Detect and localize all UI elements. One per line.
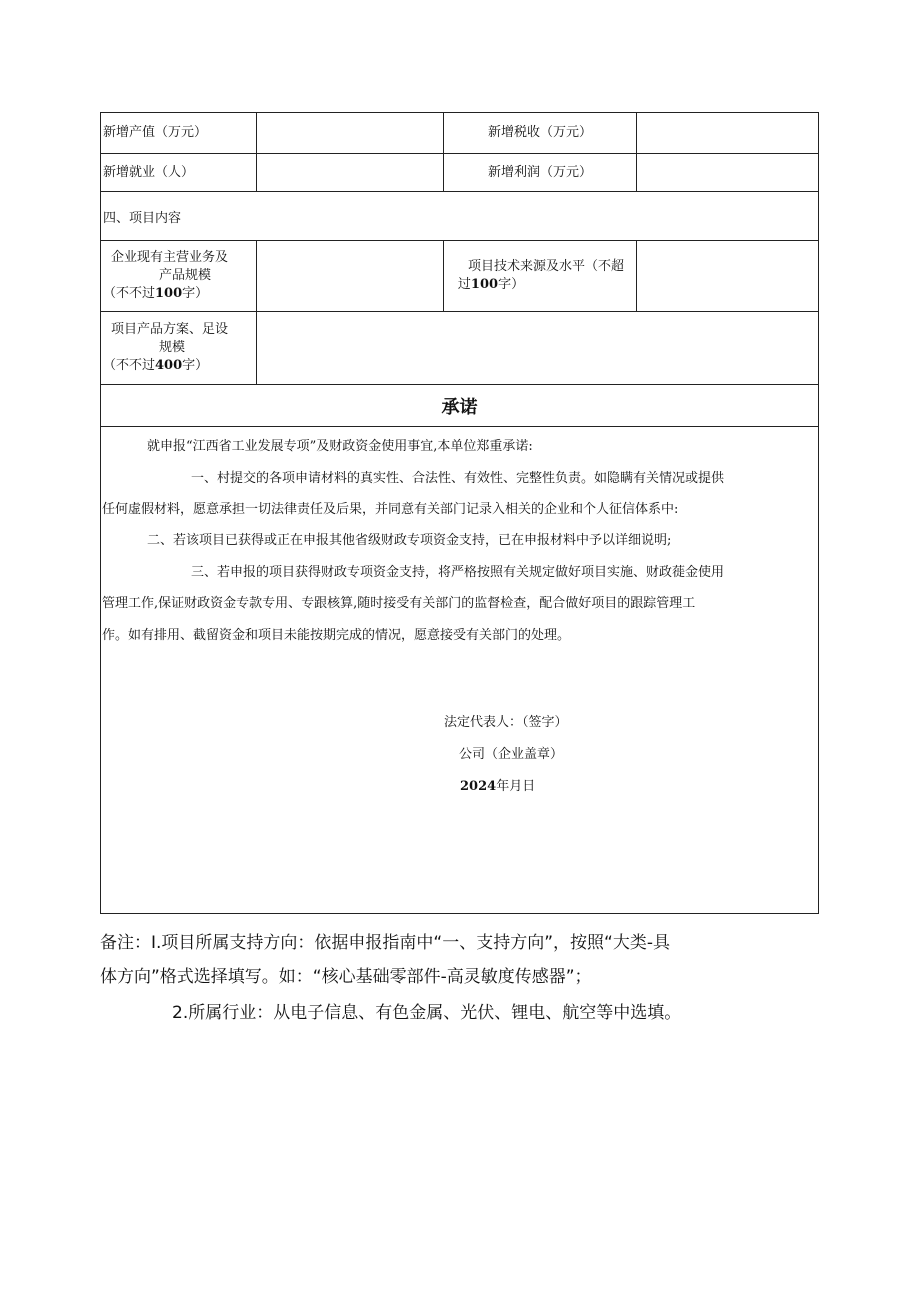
label-line: 项目技术来源及水平（不超 — [467, 259, 624, 274]
date-rest: 年月日 — [496, 779, 536, 794]
note-line-3: 2.所属行业：从电子信息、有色金属、光伏、锂电、航空等中选填。 — [172, 1003, 682, 1023]
row-jobs-profit — [101, 154, 818, 192]
field-product-plan-scale[interactable] — [257, 312, 820, 384]
promise-item-3-line-2: 管理工作,保证财政资金专款专用、专跟核算,随时接受有关部门的监督检查，配合做好项目的跟踪管理工 — [102, 596, 696, 611]
promise-item-1-line-2: 任何虚假材料，愿意承担一切法律责任及后果，并同意有关部门记录入相关的企业和个人征信体系中: — [102, 502, 679, 517]
promise-item-1-line-1: 一、村提交的各项申请材料的真实性、合法性、有效性、完整性负责。如隐瞒有关情况或提供 — [191, 471, 725, 486]
note-line-2: 体方向”格式选择填写。如：“核心基础零部件-高灵敏度传感器”； — [100, 967, 592, 987]
label-new-tax: 新增税收（万元） — [444, 113, 637, 153]
promise-item-2: 二、若该项目已获得或正在申报其他省级财政专项资金支持，已在申报材料中予以详细说明; — [147, 533, 672, 548]
limit-number: 400 — [155, 358, 183, 373]
company-seal-label: 公司（企业盖章） — [459, 747, 564, 762]
limit-suffix: 字） — [182, 286, 209, 301]
label-line: 规模 — [159, 340, 186, 355]
row-output-tax — [101, 113, 818, 154]
row-business-tech — [101, 241, 818, 312]
row-promise-title — [101, 385, 818, 427]
legal-representative-signature-label: 法定代表人：（签字） — [444, 715, 568, 730]
row-product-plan — [101, 312, 818, 385]
limit-prefix: 过 — [457, 277, 471, 292]
limit-prefix: （不不过 — [103, 358, 156, 373]
row-section-project-content — [101, 192, 818, 241]
label-new-output-value: 新增产值（万元） — [101, 113, 257, 153]
limit-suffix: 字） — [182, 358, 209, 373]
field-new-profit[interactable] — [637, 154, 820, 191]
date-year: 2024 — [460, 779, 497, 794]
label-new-profit: 新增利润（万元） — [444, 154, 637, 191]
promise-title: 承诺 — [441, 396, 478, 418]
field-new-jobs[interactable] — [257, 154, 444, 191]
label-tech-source-level — [444, 241, 637, 311]
label-line: 项目产品方案、足设 — [111, 322, 229, 337]
label-line: 产品规模 — [159, 268, 212, 283]
limit-prefix: （不不过 — [103, 286, 156, 301]
date-label — [460, 775, 535, 794]
label-line-limit — [103, 285, 208, 303]
label-line: 企业现有主营业务及 — [111, 250, 229, 265]
promise-intro: 就申报“江西省工业发展专项”及财政资金使用事宜,本单位郑重承诺: — [147, 439, 533, 454]
section-heading-project-content: 四、项目内容 — [103, 210, 182, 226]
note-line-1: 备注：I.项目所属支持方向：依据申报指南中“一、支持方向”，按照“大类-具 — [100, 933, 670, 953]
promise-item-3-line-3: 作。如有排用、截留资金和项目未能按期完成的情况，愿意接受有关部门的处理。 — [102, 628, 571, 643]
label-new-jobs: 新增就业（人） — [101, 154, 257, 191]
label-main-business-scale — [101, 241, 257, 311]
label-line-limit — [458, 276, 624, 294]
label-line-limit — [103, 357, 208, 375]
field-tech-source-level[interactable] — [637, 241, 820, 311]
field-new-output-value[interactable] — [257, 113, 444, 153]
field-main-business-scale[interactable] — [257, 241, 444, 311]
limit-number: 100 — [155, 286, 183, 301]
field-new-tax[interactable] — [637, 113, 820, 153]
application-form-table — [100, 112, 819, 914]
label-product-plan-scale — [101, 312, 257, 384]
limit-suffix: 字） — [498, 277, 525, 292]
limit-number: 100 — [470, 277, 499, 292]
promise-item-3-line-1: 三、若申报的项目获得财政专项资金支持，将严格按照有关规定做好项目实施、财政蓰金使用 — [191, 565, 725, 580]
